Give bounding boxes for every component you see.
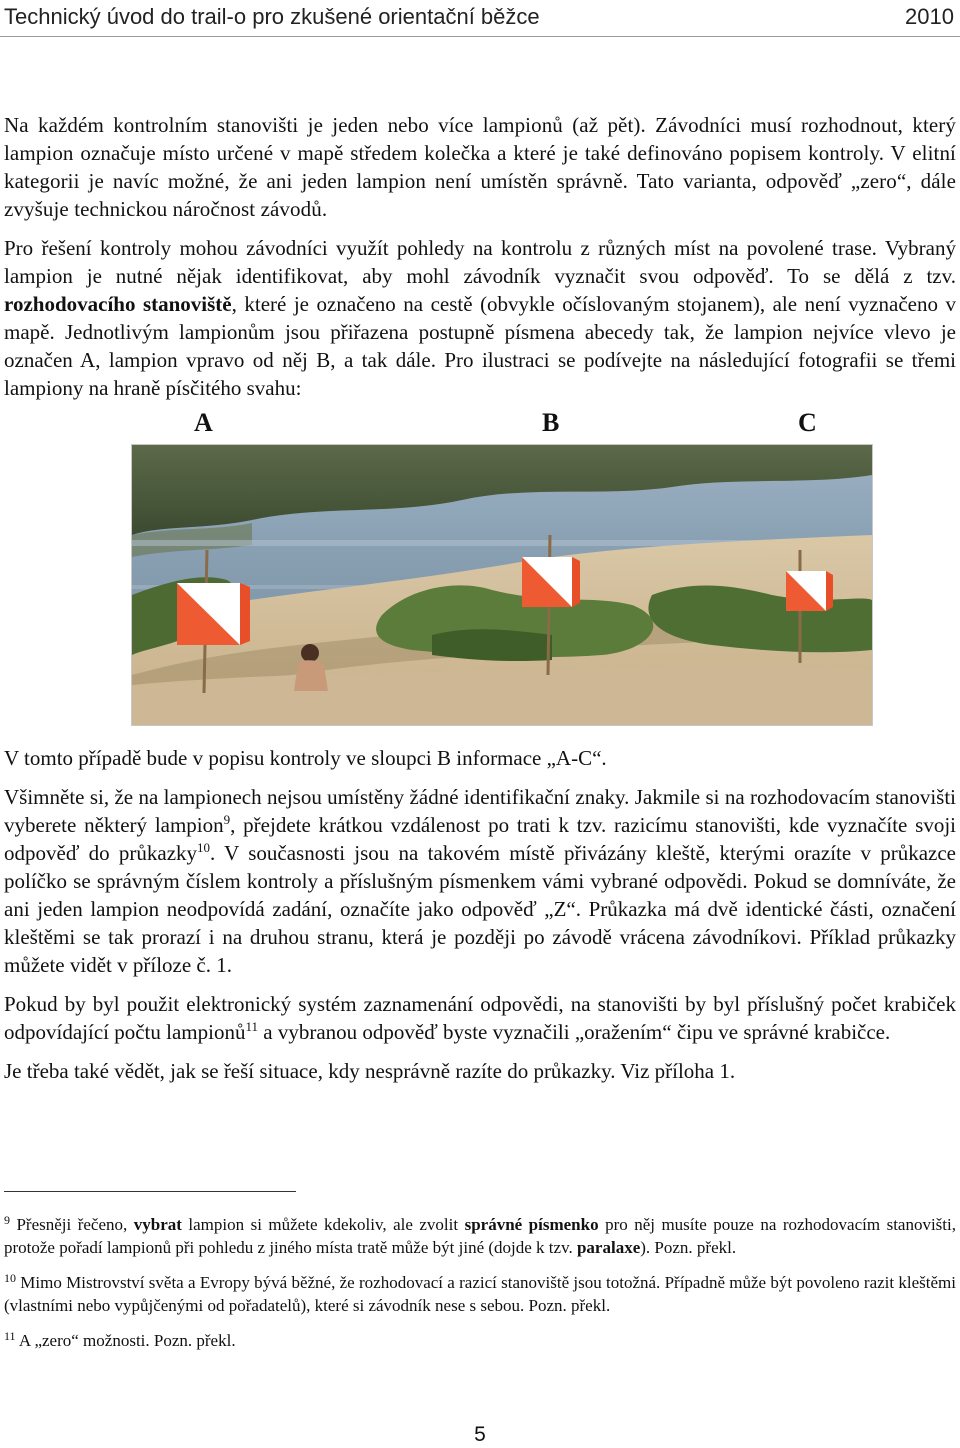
bold-term: vybrat [133, 1215, 182, 1234]
footnote-text: pro něj musíte pouze na rozhodovacím stanovišti, protože pořadí lampionů při pohledu z jiného místa tratě může být jiné (dojde k tzv. [4, 1215, 956, 1257]
label-c: C [798, 408, 817, 437]
footnote [4, 1271, 956, 1317]
footnote-text: ). Pozn. překl. [640, 1238, 737, 1257]
paragraph-text: Všimněte si, že na lampionech nejsou umístěny žádné identifikační znaky. Jakmile si na rozhodovacím stanovišti vyberete některý lampion [4, 785, 956, 837]
footnote-text: Mimo Mistrovství světa a Evropy bývá běžné, že rozhodovací a razicí stanoviště jsou totožná. Případně může být povoleno razit kleštěmi (vlastními nebo vypůjčenými od pořadatelů), které si závodník nese s sebou. Pozn. překl. [4, 1273, 956, 1315]
lanterns-photo [131, 444, 873, 726]
paragraph-text: Pokud by byl použit elektronický systém zaznamenání odpovědi, na stanovišti by byl příslušný počet krabiček odpovídající počtu lampionů [4, 992, 956, 1044]
page-number: 5 [474, 1423, 486, 1446]
label-a: A [194, 408, 213, 437]
paragraph: Na každém kontrolním stanovišti je jeden nebo více lampionů (až pět). Závodníci musí rozhodnout, který lampion označuje místo určené v mapě středem kolečka a které je také definováno popisem kontroly. V elitní kategorii je navíc možné, že ani jeden lampion není umístěn správně. Tato varianta, odpověď „zero“, dále zvyšuje technickou náročnost závodů. [4, 113, 956, 221]
paragraph [4, 990, 956, 1046]
footnote-ref[interactable]: 10 [197, 840, 211, 855]
footnote-text: lampion si můžete kdekoliv, ale zvolit [181, 1215, 465, 1234]
document-year: 2010 [905, 4, 954, 29]
paragraph-text: . V současnosti jsou na takovém místě přivázány kleště, kterými orazíte v průkazce políčko se správným číslem kontroly a příslušným písmenkem vámi vybrané odpovědi. Pokud se domníváte, že ani jeden lampion neodpovídá zadání, označíte jako odpověď „Z“. Průkazka má dvě identické části, označení kleštěmi se tak prorazí i na druhou stranu, která je později po závodě vrácena závodníkovi. Příklad průkazky můžete vidět v příloze č. 1. [4, 841, 956, 977]
bold-term: správné písmenko [464, 1215, 599, 1234]
footnote-text: A „zero“ možnosti. Pozn. překl. [15, 1331, 236, 1350]
paragraph-text: a vybranou odpověď byste vyznačili „oražením“ čipu ve správné krabičce. [258, 1020, 891, 1044]
paragraph-text: , přejdete krátkou vzdálenost po trati k tzv. razicímu stanovišti, kde vyznačíte svoji odpověď do průkazky [4, 813, 956, 865]
main-content [4, 111, 956, 1085]
document-title: Technický úvod do trail-o pro zkušené orientační běžce [4, 4, 540, 29]
figure [4, 406, 956, 734]
paragraph-text: , které je označeno na cestě (obvykle očíslovaným stojanem), ale není vyznačeno v mapě. Jednotlivým lampionům jsou přiřazena postupně písmena abecedy tak, že lampion nejvíce vlevo je označen A, lampion vpravo od něj B, a tak dále. Pro ilustraci se podívejte na následující fotografii se třemi lampiony na hraně písčitého svahu: [4, 292, 956, 400]
paragraph: Je třeba také vědět, jak se řeší situace, kdy nesprávně razíte do průkazky. Viz příloha 1. [4, 1059, 736, 1083]
paragraph: V tomto případě bude v popisu kontroly ve sloupci B informace „A-C“. [4, 746, 607, 770]
footnote-number: 10 [4, 1271, 16, 1285]
footnote-text: Přesněji řečeno, [10, 1215, 134, 1234]
footnote-ref[interactable]: 11 [245, 1019, 258, 1034]
footnote-number: 11 [4, 1329, 16, 1343]
paragraph [4, 783, 956, 979]
photo-illustration [132, 445, 872, 725]
footnote [4, 1329, 956, 1352]
paragraph-text: Pro řešení kontroly mohou závodníci využít pohledy na kontrolu z různých míst na povolené trase. Vybraný lampion je nutné nějak identifikovat, aby mohl závodník vyznačit svou odpověď. To se dělá z tzv. [4, 236, 956, 288]
bold-term: rozhodovacího stanoviště [4, 292, 232, 316]
paragraph [4, 234, 956, 402]
footnote-number: 9 [4, 1213, 10, 1227]
footnotes [4, 1213, 956, 1352]
label-b: B [542, 408, 560, 437]
footnote [4, 1213, 956, 1259]
figure-labels [4, 406, 956, 442]
footnote-separator [4, 1191, 296, 1192]
bold-term: paralaxe [576, 1238, 641, 1257]
footnote-ref[interactable]: 9 [223, 812, 231, 827]
page-header [0, 0, 960, 37]
